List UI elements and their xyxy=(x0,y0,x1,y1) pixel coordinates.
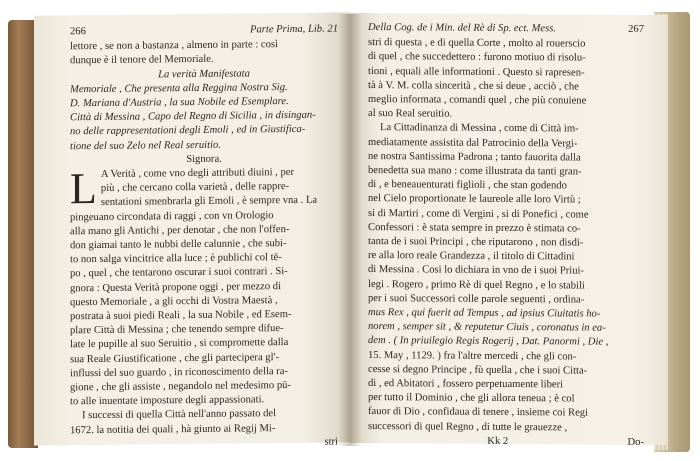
text-line: sentationi smenbrarla gli Emoli , è sempre vna . La xyxy=(100,195,318,209)
text-line: sua Reale Giustificatione , che gli partecipera gl'- xyxy=(70,351,279,365)
right-page-number: 267 xyxy=(628,23,644,35)
text-line: si di Martiri , come di Vergini , si di Ponefici , come xyxy=(368,207,589,221)
right-page xyxy=(350,13,666,448)
open-book xyxy=(8,6,692,455)
text-line: late le pupille al suo Seruitio , si compromette dalla xyxy=(70,337,289,351)
text-line: dunque è il tenore del Memoriale. xyxy=(70,54,214,67)
text-line: ne nostra Santissima Padrona ; tanto fauorita dalla xyxy=(368,150,581,164)
text-line: per tutto il Dominio , che gli allora teneua ; è col xyxy=(368,392,575,405)
text-line: per i suoi Successori colle parole seguenti , ordina- xyxy=(368,292,585,306)
latin-citation-line: dem . ( In priuilegio Regis Rogerij , Dat. Panormi , Die , xyxy=(368,335,609,349)
text-line: A Verità , come vno degli attributi diuini , per xyxy=(100,166,294,180)
memorial-title-line: Città di Messina , Capo del Regno di Sicilia , in disingan- xyxy=(70,109,316,124)
text-line: tioni , equali alle informationi . Questo si rapresen- xyxy=(368,65,585,79)
left-running-head xyxy=(70,22,338,39)
text-line: to alle inuentate imposture degli appassionati. xyxy=(70,394,265,408)
left-running-title: Parte Prima, Lib. 21 xyxy=(250,23,338,36)
left-catchword: stri xyxy=(324,436,338,448)
text-line: I successi di quella Città nell'anno passato del xyxy=(82,408,277,422)
text-line: di , ed Abitatori , fossero perpetuamente liberi xyxy=(368,378,564,391)
text-line: don giamai tanto le nubbi delle calunnie , che subi- xyxy=(70,238,287,252)
text-line: benedetta sua mano : come illustrata da tanti gran- xyxy=(368,165,582,178)
salutation: Signora. xyxy=(186,153,222,165)
text-line: cesse si degno Principe , fù quella , che i suoi Citta- xyxy=(368,363,588,377)
memorial-title-line: Memoriale , Che presenta alla Reggina Nostra Sig. xyxy=(70,81,288,96)
text-line: plare Città di Messina ; che tenendo sempre difue- xyxy=(70,323,284,337)
drop-cap: L xyxy=(70,164,97,214)
text-line: Confessori : è stata sempre in prezzo è stimata co- xyxy=(368,221,581,235)
text-line: più , che cercano colla varietà , delle rappre- xyxy=(100,181,290,195)
latin-quote-line: norem , semper sit , & reputetur Ciuis , coronatus in ea- xyxy=(368,321,606,334)
text-line: 1672. la notitia dei quali , hà giunto ai Regij Mi- xyxy=(70,422,276,436)
text-line: fauor di Dio , confidaua di tenere , insieme coi Regi xyxy=(368,406,589,420)
text-line: successori di quel Regno , di tutte le grauezze , xyxy=(368,420,568,434)
left-page-number: 266 xyxy=(70,26,86,38)
right-running-title: Della Cog. de i Min. del Rè di Sp. ect. Mess. xyxy=(368,22,556,35)
text-line: po , quel , che tentarono oscurar i suoi contrari . Si- xyxy=(70,266,288,280)
text-line: alla mano gli Antichi , per denotar , che non l'offen- xyxy=(70,223,290,238)
memorial-title-line: no delle rappresentationi degli Emoli , ed in Giustifica- xyxy=(70,124,306,138)
text-line: gione , che gli assiste , negandolo nel medesimo pū- xyxy=(70,380,291,394)
text-line: di quel , che succedettero : furono motiuo di risolu- xyxy=(368,51,586,64)
text-line: to non salga vincitrice alla luce ; è publichi col tē- xyxy=(70,252,282,266)
right-running-head xyxy=(368,21,644,37)
text-line: gnora : Questa Verità propone oggi , per mezzo di xyxy=(70,280,282,294)
text-line: questo Memoriale , a gli occhi di Vostra Maestà , xyxy=(70,294,278,309)
left-page xyxy=(34,12,350,448)
text-line: di Messina . Cosi lo dichiara in vno de i suoi Priui- xyxy=(368,264,584,277)
text-line: influssi del suo guardo , in riconoscimento della ra- xyxy=(70,365,289,380)
right-catchword: Do- xyxy=(627,436,644,448)
text-line: pingeuano circondata di raggi , con vn Orologio xyxy=(70,209,274,223)
text-line: La Cittadinanza di Messina , come di Città im- xyxy=(380,122,579,135)
text-line: legi . Rogero , primo Rè di quel Regno , e lo stabili xyxy=(368,278,585,292)
memorial-title-line: tione del suo Zelo nel Real seruitio. xyxy=(70,139,221,152)
memorial-title-line: D. Mariana d'Austria , la sua Nobile ed Esemplare. xyxy=(70,96,289,110)
memorial-body xyxy=(70,166,338,439)
latin-quote-line: mus Rex , qui fuerit ad Tempus , ad ipsius Ciuitatis ho- xyxy=(368,307,601,320)
text-line: mediatamente assistita dal Patrocinio della Vergi- xyxy=(368,136,578,150)
text-line: tanta de i suoi Principi , che riputarono , non disdi- xyxy=(368,236,584,249)
text-line: lettore , se non a bastanza , almeno in parte : così xyxy=(70,39,278,53)
page-footer xyxy=(368,434,644,450)
text-line: al suo Real seruitio. xyxy=(368,108,453,120)
text-line: 15. May , 1129. ) fra l'altre mercedi , che gli con- xyxy=(368,349,577,363)
text-line: nel Cielo proportionate le laureole alle loro Virtù ; xyxy=(368,193,581,206)
text-line: tà à V. M. colla sincerità , che si deue , acciò , che xyxy=(368,79,579,93)
text-line: re alla loro reale Grandezza , il titolo di Cittadini xyxy=(368,250,575,263)
signature-mark: Kk 2 xyxy=(487,435,509,447)
text-line: meglio informata , comandi quel , che più conuiene xyxy=(368,94,587,107)
text-line: stri di questa , e di quella Corte , molto al rouerscio xyxy=(368,37,586,50)
text-line: di , e beneauenturati figlioli , che stan godendo xyxy=(368,179,567,192)
memorial-title: La verità Manifestata xyxy=(158,68,250,80)
text-line: postrata à suoi piedi Reali , la sua Nobile , ed Esem- xyxy=(70,309,292,323)
